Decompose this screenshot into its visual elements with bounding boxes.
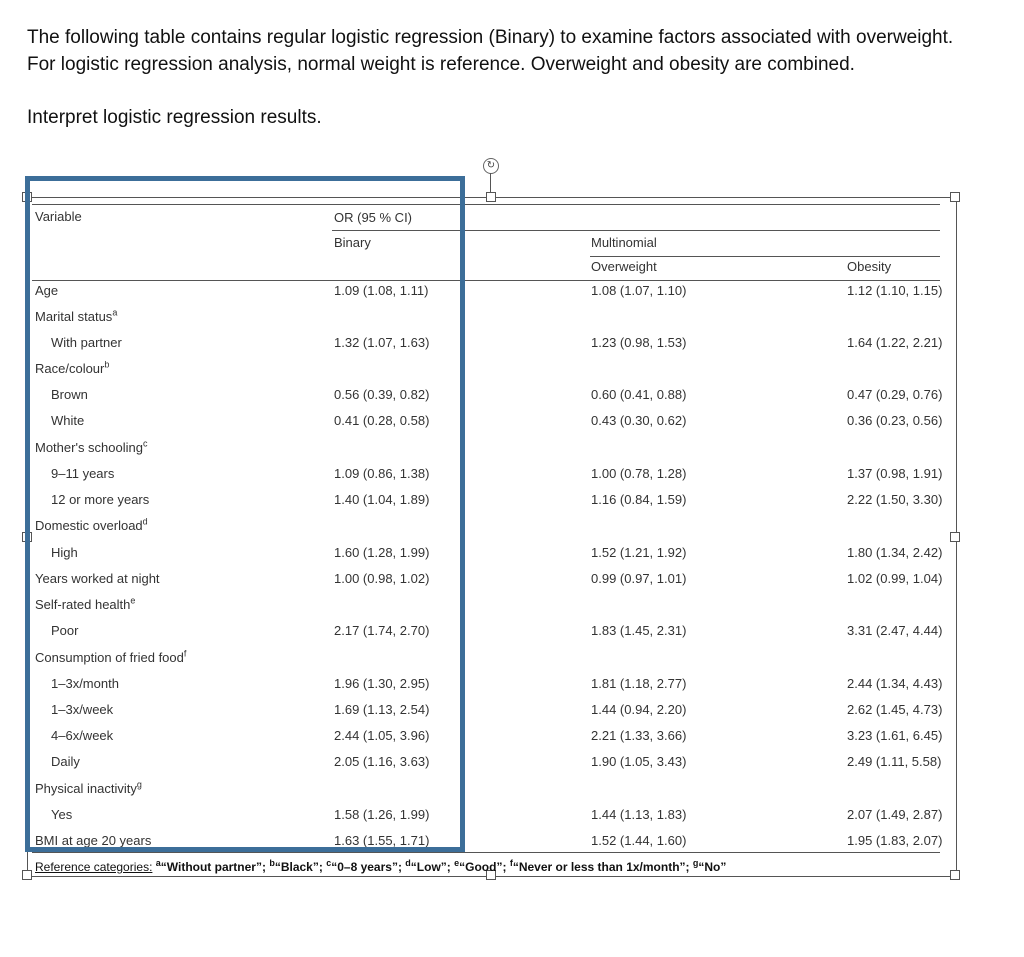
cell-overweight: 1.81 (1.18, 2.77) [591, 676, 687, 691]
header-or-ci: OR (95 % CI) [334, 210, 413, 225]
row-label: 4–6x/week [51, 728, 114, 743]
cell-overweight: 1.83 (1.45, 2.31) [591, 623, 687, 638]
table-footnote: Reference categories: $^a$“Without partner”; $^b$“Black”; $^c$“0–8 years”; $^d$“Low”; $^e$“Good”; $^f$“Never or less than 1x/month”; $^g$“No” [35, 858, 727, 874]
row-label: High [51, 545, 78, 560]
cell-binary: 1.32 (1.07, 1.63) [334, 335, 430, 350]
cell-binary: 0.41 (0.28, 0.58) [334, 413, 430, 428]
question-line-2: For logistic regression analysis, normal weight is reference. Overweight and obesity are combined. [27, 54, 855, 75]
cell-binary: 1.69 (1.13, 2.54) [334, 702, 430, 717]
row-label: Years worked at night [35, 571, 160, 586]
question-line-3: Interpret logistic regression results. [27, 107, 322, 128]
cell-obesity: 0.47 (0.29, 0.76) [847, 387, 943, 402]
row-label: Age [35, 283, 59, 298]
cell-obesity: 1.12 (1.10, 1.15) [847, 283, 943, 298]
cell-overweight: 1.16 (0.84, 1.59) [591, 492, 687, 507]
cell-binary: 0.56 (0.39, 0.82) [334, 387, 430, 402]
row-label: Poor [51, 623, 79, 638]
footnote-c: “0–8 years”; [331, 860, 402, 874]
question-line-1: The following table contains regular logistic regression (Binary) to examine factors associated with overweight. [27, 27, 954, 48]
row-label: 12 or more years [51, 492, 150, 507]
row-label: Mother's schooling$^c$ [35, 438, 148, 455]
footnote-a: “Without partner”; [160, 860, 266, 874]
resize-handle-top-right[interactable] [950, 192, 960, 202]
footnote-g: “No” [698, 860, 727, 874]
resize-handle-bottom-right[interactable] [950, 870, 960, 880]
footnote-b: “Black”; [274, 860, 323, 874]
cell-obesity: 2.62 (1.45, 4.73) [847, 702, 943, 717]
row-label: Consumption of fried food$^f$ [35, 648, 187, 665]
cell-obesity: 0.36 (0.23, 0.56) [847, 413, 943, 428]
cell-binary: 2.44 (1.05, 3.96) [334, 728, 430, 743]
cell-overweight: 0.99 (0.97, 1.01) [591, 571, 687, 586]
row-label: Brown [51, 387, 88, 402]
header-overweight: Overweight [591, 259, 657, 274]
cell-binary: 1.96 (1.30, 2.95) [334, 676, 430, 691]
cell-binary: 1.09 (1.08, 1.11) [334, 283, 429, 298]
cell-overweight: 1.90 (1.05, 3.43) [591, 754, 687, 769]
highlight-rectangle[interactable] [25, 176, 465, 852]
row-label: With partner [51, 335, 122, 350]
rotate-handle-stem [490, 173, 491, 193]
cell-overweight: 2.21 (1.33, 3.66) [591, 728, 687, 743]
row-label: Marital status$^a$ [35, 307, 118, 324]
cell-overweight: 1.23 (0.98, 1.53) [591, 335, 687, 350]
cell-obesity: 3.31 (2.47, 4.44) [847, 623, 943, 638]
cell-obesity: 2.22 (1.50, 3.30) [847, 492, 943, 507]
row-label: Race/colour$^b$ [35, 359, 110, 376]
row-label: 1–3x/week [51, 702, 114, 717]
cell-overweight: 0.43 (0.30, 0.62) [591, 413, 687, 428]
cell-overweight: 1.52 (1.44, 1.60) [591, 833, 687, 848]
cell-obesity: 1.37 (0.98, 1.91) [847, 466, 943, 481]
resize-handle-middle-right[interactable] [950, 532, 960, 542]
cell-binary: 1.00 (0.98, 1.02) [334, 571, 430, 586]
footnote-d: “Low”; [410, 860, 451, 874]
cell-obesity: 1.95 (1.83, 2.07) [847, 833, 943, 848]
cell-overweight: 1.44 (0.94, 2.20) [591, 702, 687, 717]
row-label: 1–3x/month [51, 676, 119, 691]
row-label: Daily [51, 754, 80, 769]
cell-binary: 1.63 (1.55, 1.71) [334, 833, 430, 848]
cell-obesity: 2.44 (1.34, 4.43) [847, 676, 943, 691]
cell-binary: 2.17 (1.74, 2.70) [334, 623, 430, 638]
row-label: Yes [51, 807, 73, 822]
header-binary: Binary [334, 235, 371, 250]
row-label: 9–11 years [51, 466, 115, 481]
cell-binary: 2.05 (1.16, 3.63) [334, 754, 430, 769]
table-bottom-rule [32, 852, 940, 853]
cell-overweight: 1.00 (0.78, 1.28) [591, 466, 687, 481]
cell-obesity: 3.23 (1.61, 6.45) [847, 728, 943, 743]
cell-obesity: 2.49 (1.11, 5.58) [847, 754, 942, 769]
footnote-prefix: Reference categories: [35, 860, 153, 874]
row-label: Domestic overload$^d$ [35, 516, 148, 533]
cell-obesity: 2.07 (1.49, 2.87) [847, 807, 943, 822]
footnote-e: “Good”; [459, 860, 507, 874]
footnote-f: “Never or less than 1x/month”; [512, 860, 690, 874]
resize-handle-bottom-left[interactable] [22, 870, 32, 880]
cell-overweight: 1.44 (1.13, 1.83) [591, 807, 687, 822]
row-label: BMI at age 20 years [35, 833, 152, 848]
cell-obesity: 1.64 (1.22, 2.21) [847, 335, 943, 350]
header-obesity: Obesity [847, 259, 892, 274]
resize-handle-top-center[interactable] [486, 192, 496, 202]
cell-binary: 1.60 (1.28, 1.99) [334, 545, 430, 560]
row-label: Physical inactivity$^g$ [35, 779, 142, 796]
cell-binary: 1.40 (1.04, 1.89) [334, 492, 430, 507]
row-label: White [51, 413, 85, 428]
rotate-handle-icon[interactable]: ↻ [483, 158, 499, 174]
header-variable: Variable [35, 209, 82, 224]
row-label: Self-rated health$^e$ [35, 595, 136, 612]
cell-overweight: 1.52 (1.21, 1.92) [591, 545, 687, 560]
header-multinomial: Multinomial [591, 235, 657, 250]
cell-overweight: 1.08 (1.07, 1.10) [591, 283, 687, 298]
cell-obesity: 1.80 (1.34, 2.42) [847, 545, 943, 560]
cell-binary: 1.58 (1.26, 1.99) [334, 807, 430, 822]
cell-obesity: 1.02 (0.99, 1.04) [847, 571, 943, 586]
cell-binary: 1.09 (0.86, 1.38) [334, 466, 430, 481]
cell-overweight: 0.60 (0.41, 0.88) [591, 387, 687, 402]
multinomial-header-rule [590, 256, 940, 257]
